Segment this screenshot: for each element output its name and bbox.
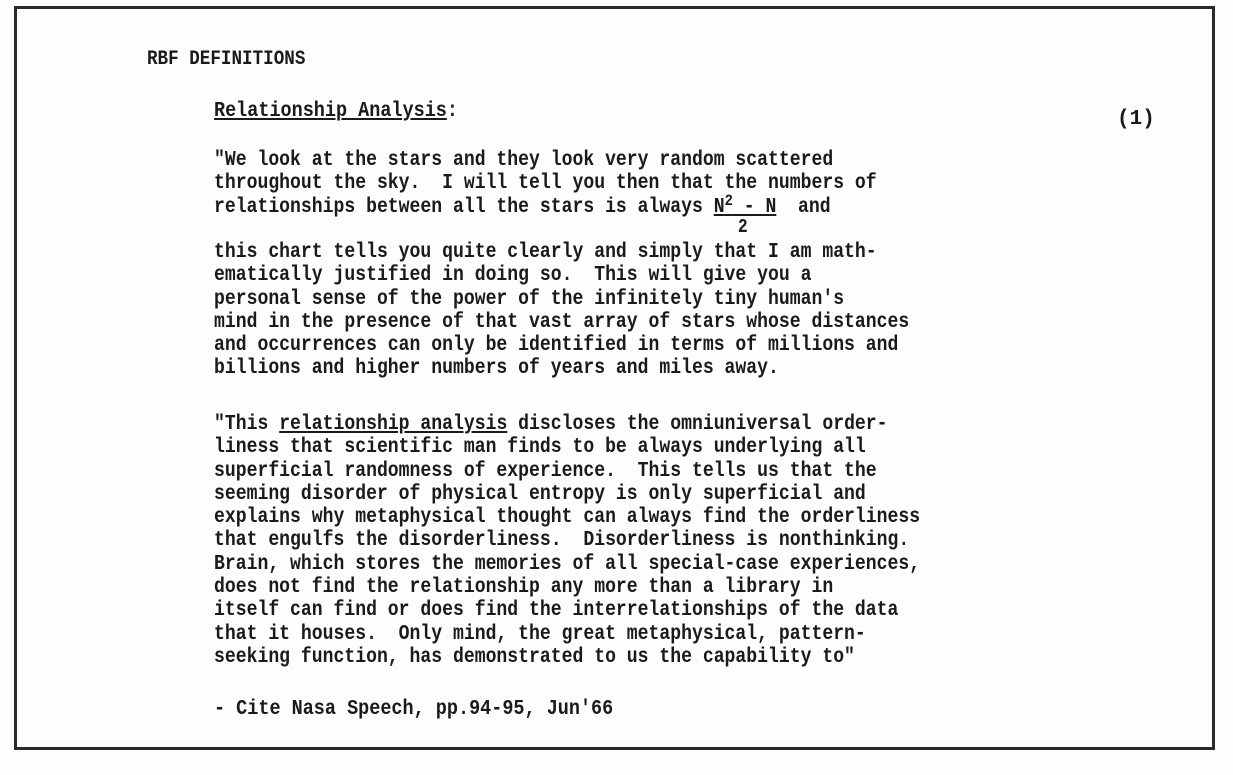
formula-num-base: N: [713, 195, 725, 219]
quote2-rest-line1: discloses the omniuniversal order-: [507, 413, 888, 436]
formula: [713, 191, 777, 238]
quote2-pre: "This: [214, 413, 280, 436]
citation: - Cite Nasa Speech, pp.94-95, Jun'66: [214, 698, 614, 721]
quote2-underlined: relationship analysis: [279, 413, 508, 436]
quote2-body: [214, 413, 920, 669]
quote1-body: this chart tells you quite clearly and simply that I am math- ematically justified in doing so. This will give you a personal sense of the power of the infinitely tiny human's mind in the presence of that vast array of stars whose distances and occurrences can only be identified in terms of millions and billions and higher numbers of years and miles away.: [214, 241, 910, 381]
quote1-line3-post: and: [776, 195, 831, 219]
header-title: RBF DEFINITIONS: [147, 48, 306, 71]
formula-num-sup: 2: [724, 191, 733, 210]
quote1-opening: [214, 149, 877, 238]
quote1-line2: throughout the sky. I will tell you then that the numbers of: [214, 172, 877, 196]
quote2-rest: liness that scientific man finds to be always underlying all superficial randomness of experience. This tells us that the seeming disorder of physical entropy is only superficial and explains why metaphysical thought can always find the orderliness that engulfs the disorderliness. Disorderliness is nonthinking. Brain, which stores the memories of all special-case experiences, does not find the relationship any more than a library in itself can find or does find the interrelationships of the data that it houses. Only mind, the great metaphysical, pattern- seeking function, has demonstrated to us the capability to": [214, 436, 921, 669]
section-title-suffix: :: [446, 100, 458, 123]
section-title: [214, 100, 458, 123]
quote1-line3-pre: relationships between all the stars is always: [214, 195, 714, 219]
formula-num-rest: - N: [732, 195, 777, 219]
page-number: (1): [1117, 108, 1155, 131]
formula-den: 2: [737, 215, 748, 238]
quote1-line1: "We look at the stars and they look very random scattered: [214, 149, 834, 172]
section-title-text: Relationship Analysis: [214, 100, 447, 123]
